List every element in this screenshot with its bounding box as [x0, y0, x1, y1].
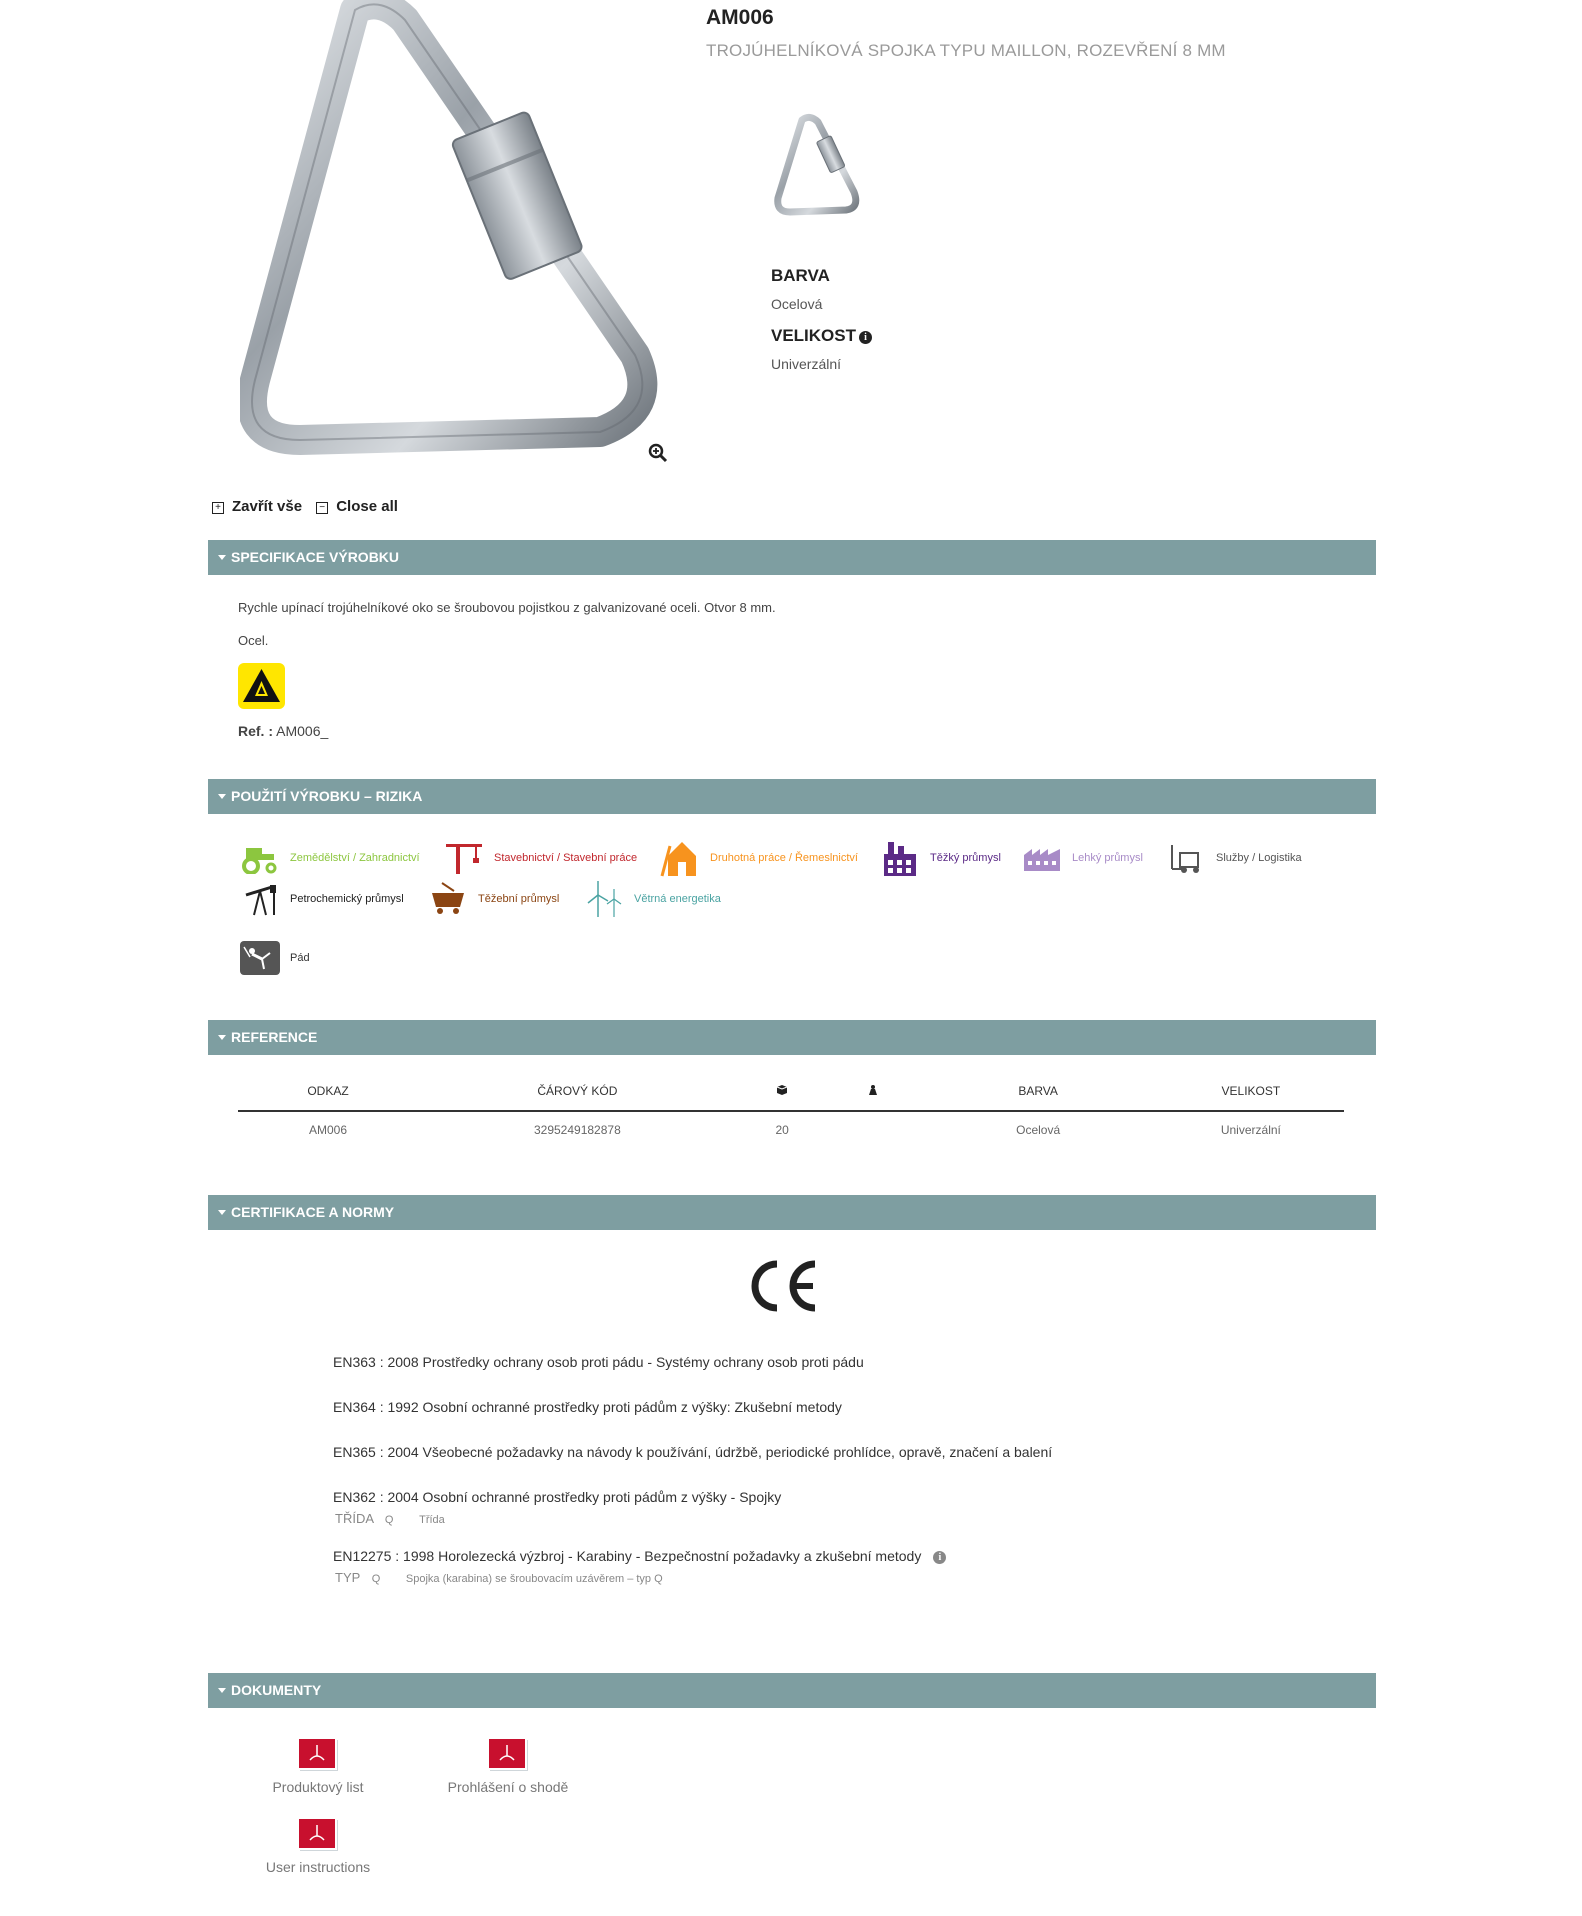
weight-icon: [867, 1084, 879, 1096]
forklift-icon: [1166, 840, 1206, 876]
pdf-icon: [488, 1738, 528, 1771]
section-title: SPECIFIKACE VÝROBKU: [231, 549, 400, 565]
color-value: Ocelová: [771, 296, 823, 312]
col-weight: [828, 1072, 919, 1111]
class-value: Q: [384, 1514, 394, 1526]
class-desc: Třída: [419, 1514, 445, 1526]
doc-label: User instructions: [265, 1859, 371, 1875]
usage-light-industry: [1022, 840, 1143, 876]
norm-text: : 2004 Osobní ochranné prostředky proti pádům z výšky - Spojky: [375, 1489, 782, 1505]
doc-declaration[interactable]: [438, 1738, 578, 1795]
section-title: DOKUMENTY: [231, 1682, 322, 1698]
house-ladder-icon: [660, 840, 700, 876]
caret-down-icon: [218, 1035, 226, 1040]
tractor-icon: [240, 840, 280, 876]
col-size: VELIKOST: [1158, 1072, 1344, 1111]
norm-en362-class: [335, 1511, 445, 1526]
section-header-spec[interactable]: [208, 540, 1376, 575]
norm-text: : 1998 Horolezecká výzbroj - Karabiny - Bezpečnostní požadavky a zkušební metody: [391, 1548, 922, 1564]
usage-label: Druhotná práce / Řemeslnictví: [710, 852, 858, 864]
cell-package: 20: [775, 1123, 789, 1137]
cell-barcode: 3295249182878: [533, 1123, 621, 1137]
pdf-icon: [298, 1818, 338, 1851]
norm-code: EN362: [333, 1489, 376, 1505]
norm-en364: [333, 1399, 842, 1415]
usage-label: Petrochemický průmysl: [290, 893, 404, 905]
wind-turbine-icon: [584, 881, 624, 917]
norm-text: : 2004 Všeobecné požadavky na návody k používání, údržbě, periodické prohlídce, opravě, značení a balení: [375, 1444, 1053, 1460]
caret-down-icon: [218, 555, 226, 560]
size-value: Univerzální: [771, 356, 842, 372]
cell-color: Ocelová: [1016, 1123, 1061, 1137]
box-icon: [776, 1084, 788, 1096]
product-code: AM006: [706, 6, 774, 29]
fall-risk-icon: [240, 940, 280, 976]
norm-en12275: [333, 1548, 946, 1564]
cell-ref: AM006: [309, 1123, 348, 1137]
section-header-usage[interactable]: [208, 779, 1376, 814]
norm-text: : 1992 Osobní ochranné prostředky proti pádům z výšky: Zkušební metody: [375, 1399, 842, 1415]
size-label-row: [771, 326, 872, 346]
usage-crafts: [660, 840, 858, 876]
ref-value: AM006_: [276, 723, 329, 739]
usage-mining: [428, 881, 559, 917]
doc-product-sheet[interactable]: [258, 1738, 378, 1795]
usage-label: Těžký průmysl: [930, 852, 1001, 864]
toggle-row: [212, 498, 398, 515]
type-desc: Spojka (karabina) se šroubovacím uzávěrem – typ Q: [405, 1573, 663, 1585]
section-header-docs[interactable]: [208, 1673, 1376, 1708]
type-label: TYP: [335, 1570, 361, 1585]
size-label: VELIKOST: [771, 326, 857, 345]
norm-en12275-type: [335, 1570, 663, 1585]
mine-cart-icon: [428, 881, 468, 917]
ref-label: Ref. :: [238, 723, 273, 739]
usage-wind-energy: [584, 881, 721, 917]
color-label: BARVA: [771, 266, 830, 285]
plus-square-icon: +: [212, 502, 224, 514]
spec-material: Ocel.: [238, 633, 269, 648]
norm-code: EN364: [333, 1399, 376, 1415]
product-thumbnail[interactable]: [772, 112, 862, 218]
factory-icon: [880, 840, 920, 876]
usage-petrochemical: [240, 881, 404, 917]
usage-label: Služby / Logistika: [1216, 852, 1302, 864]
caret-down-icon: [218, 794, 226, 799]
risk-fall: [240, 940, 310, 976]
doc-label: Prohlášení o shodě: [447, 1779, 569, 1795]
close-all-button[interactable]: [316, 498, 398, 515]
norm-code: EN363: [333, 1354, 376, 1370]
ce-mark: [745, 1258, 821, 1314]
section-title: CERTIFIKACE A NORMY: [231, 1204, 395, 1220]
norm-en365: [333, 1444, 1052, 1460]
norm-en363: [333, 1354, 864, 1370]
info-icon[interactable]: i: [933, 1551, 946, 1564]
norm-code: EN365: [333, 1444, 376, 1460]
section-title: REFERENCE: [231, 1029, 318, 1045]
product-subtitle: TROJÚHELNÍKOVÁ SPOJKA TYPU MAILLON, ROZEVŘENÍ 8 MM: [706, 41, 1226, 60]
col-barcode: ČÁROVÝ KÓD: [418, 1072, 737, 1111]
info-icon[interactable]: i: [859, 331, 872, 344]
doc-user-instructions[interactable]: [258, 1818, 378, 1875]
usage-agriculture: [240, 840, 420, 876]
caret-down-icon: [218, 1688, 226, 1693]
section-header-certs[interactable]: [208, 1195, 1376, 1230]
section-title: POUŽITÍ VÝROBKU – RIZIKA: [231, 788, 423, 804]
expand-all-button[interactable]: [212, 498, 302, 515]
expand-all-label: Zavřít vše: [232, 498, 303, 515]
product-image[interactable]: [240, 0, 660, 480]
norm-code: EN12275: [333, 1548, 392, 1564]
usage-construction: [444, 840, 637, 876]
oil-pump-icon: [240, 881, 280, 917]
pdf-icon: [298, 1738, 338, 1771]
norm-en362: [333, 1489, 781, 1505]
crane-icon: [444, 840, 484, 876]
table-header-row: [238, 1072, 1344, 1111]
col-package: [737, 1072, 828, 1111]
light-factory-icon: [1022, 840, 1062, 876]
col-color: BARVA: [919, 1072, 1158, 1111]
close-all-label: Close all: [336, 498, 398, 515]
norm-text: : 2008 Prostředky ochrany osob proti pádu - Systémy ochrany osob proti pádu: [375, 1354, 864, 1370]
class-label: TŘÍDA: [335, 1511, 374, 1526]
type-value: Q: [371, 1573, 381, 1585]
zoom-in-icon[interactable]: [648, 443, 668, 463]
usage-label: Větrná energetika: [634, 893, 721, 905]
usage-label: Těžební průmysl: [478, 893, 560, 905]
usage-label: Zemědělství / Zahradnictví: [290, 852, 420, 864]
risk-label: Pád: [290, 952, 310, 964]
doc-label: Produktový list: [272, 1779, 364, 1795]
usage-label: Stavebnictví / Stavební práce: [494, 852, 638, 864]
spec-ref: [238, 723, 328, 739]
minus-square-icon: −: [316, 502, 328, 514]
table-row: [238, 1111, 1344, 1148]
col-ref: ODKAZ: [238, 1072, 418, 1111]
delta-logo-icon: [238, 663, 285, 709]
usage-heavy-industry: [880, 840, 1001, 876]
usage-logistics: [1166, 840, 1302, 876]
cell-size: Univerzální: [1220, 1123, 1281, 1137]
cell-weight: [828, 1111, 919, 1148]
section-header-reference[interactable]: [208, 1020, 1376, 1055]
spec-description: Rychle upínací trojúhelníkové oko se šroubovou pojistkou z galvanizované oceli. Otvor 8 mm.: [238, 600, 776, 615]
usage-label: Lehký průmysl: [1072, 852, 1143, 864]
caret-down-icon: [218, 1210, 226, 1215]
reference-table: [238, 1072, 1344, 1148]
